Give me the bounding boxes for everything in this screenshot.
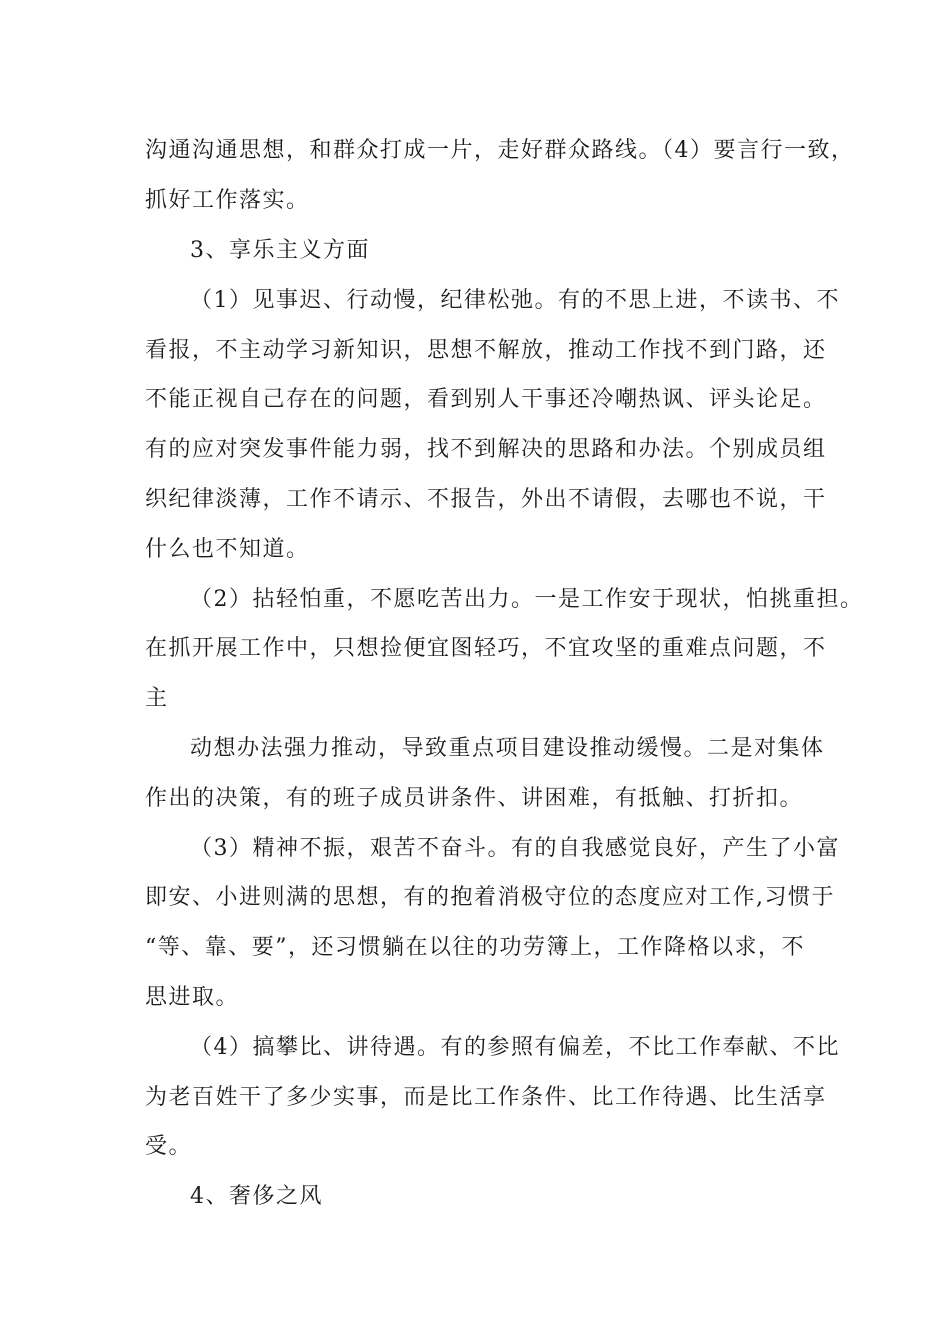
text-line: 作出的决策，有的班子成员讲条件、讲困难，有抵触、打折扣。 [145, 786, 804, 811]
text-line: （4）搞攀比、讲待遇。有的参照有偏差，不比工作奉献、不比 [190, 1035, 840, 1060]
text-line: 在抓开展工作中，只想捡便宜图轻巧，不宜攻坚的重难点问题，不 [145, 636, 827, 661]
text-line: 沟通沟通思想，和群众打成一片，走好群众路线。（4）要言行一致， [145, 138, 855, 163]
text-line: 什么也不知道。 [145, 537, 310, 562]
text-line: 抓好工作落实。 [145, 188, 310, 213]
text-line: 看报，不主动学习新知识，思想不解放，推动工作找不到门路，还 [145, 338, 827, 363]
text-line: （2）拈轻怕重，不愿吃苦出力。一是工作安于现状，怕挑重担。 [190, 587, 864, 612]
text-line: “等、靠、要”，还习惯躺在以往的功劳簿上，工作降格以求，不 [145, 935, 805, 960]
text-line: 思进取。 [145, 985, 240, 1010]
text-line: （3）精神不振，艰苦不奋斗。有的自我感觉良好，产生了小富 [190, 836, 840, 861]
text-line: （1）见事迟、行动慢，纪律松弛。有的不思上进，不读书、不 [190, 288, 840, 313]
text-line: 受。 [145, 1134, 193, 1159]
section-heading: 3、享乐主义方面 [190, 238, 370, 263]
text-line: 为老百姓干了多少实事，而是比工作条件、比工作待遇、比生活享 [145, 1085, 827, 1110]
text-line: 主 [145, 686, 169, 711]
text-line: 即安、小进则满的思想，有的抱着消极守位的态度应对工作,习惯于 [145, 885, 835, 910]
text-line: 不能正视自己存在的问题，看到别人干事还冷嘲热讽、评头论足。 [145, 387, 827, 412]
section-heading: 4、奢侈之风 [190, 1184, 323, 1209]
text-line: 有的应对突发事件能力弱，找不到解决的思路和办法。个别成员组 [145, 437, 827, 462]
text-line: 织纪律淡薄，工作不请示、不报告，外出不请假，去哪也不说，干 [145, 487, 827, 512]
text-line: 动想办法强力推动，导致重点项目建设推动缓慢。二是对集体 [190, 736, 825, 761]
